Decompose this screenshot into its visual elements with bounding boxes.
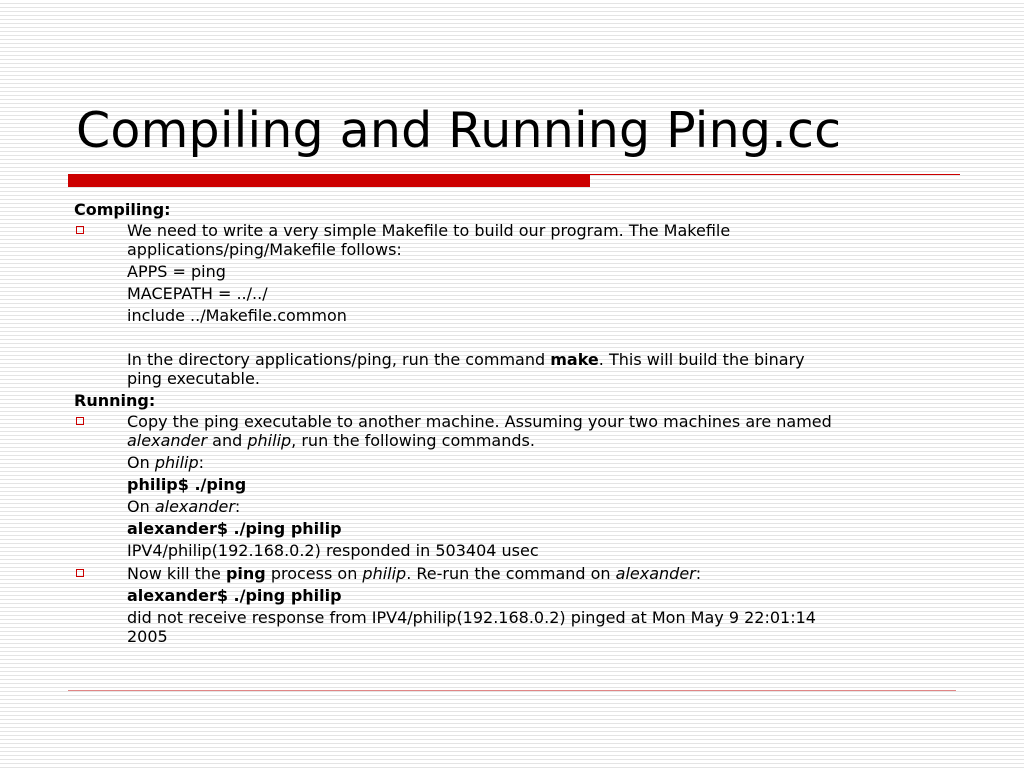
slide-title: Compiling and Running Ping.cc (76, 102, 842, 159)
run-make-pre: In the directory applications/ping, run the command (127, 350, 551, 369)
on-philip-line: On philip: (127, 453, 205, 472)
run-make-line1 (127, 350, 805, 369)
failure-output-line1: did not receive response from IPV4/philip(192.168.0.2) pinged at Mon May 9 22:01:14 (127, 608, 816, 627)
run-make-post: . This will build the binary (598, 350, 805, 369)
compiling-bullet-line2: applications/ping/Makefile follows: (127, 240, 402, 259)
running-bullet-line1: Copy the ping executable to another machine. Assuming your two machines are named (127, 412, 832, 431)
footer-rule (68, 690, 956, 691)
ping-process: ping (225, 564, 266, 583)
compiling-heading: Compiling: (74, 200, 171, 219)
run-make-line2: ping executable. (127, 369, 260, 388)
failure-output-line2: 2005 (127, 627, 168, 646)
philip-command: philip$ ./ping (127, 475, 247, 494)
response-output: IPV4/philip(192.168.0.2) responded in 503404 usec (127, 541, 539, 560)
host-philip: philip (247, 431, 292, 450)
alexander-command-rerun: alexander$ ./ping philip (127, 586, 342, 605)
make-command: make (550, 350, 599, 369)
makefile-macepath-line: MACEPATH = ../../ (127, 284, 268, 303)
makefile-apps-line: APPS = ping (127, 262, 226, 281)
running-bullet2-line: Now kill the ping process on philip. Re-run the command on alexander: (127, 564, 702, 583)
on-alexander-line: On alexander: (127, 497, 241, 516)
running-heading: Running: (74, 391, 156, 410)
host-alexander: alexander (127, 431, 208, 450)
running-bullet-line2: alexander and philip, run the following commands. (127, 431, 535, 450)
compiling-bullet-line1: We need to write a very simple Makefile to build our program. The Makefile (127, 221, 731, 240)
makefile-include-line: include ../Makefile.common (127, 306, 347, 325)
bullet-square-icon (76, 226, 84, 234)
bullet-square-icon (76, 417, 84, 425)
bullet-square-icon (76, 569, 84, 577)
alexander-command: alexander$ ./ping philip (127, 519, 342, 538)
